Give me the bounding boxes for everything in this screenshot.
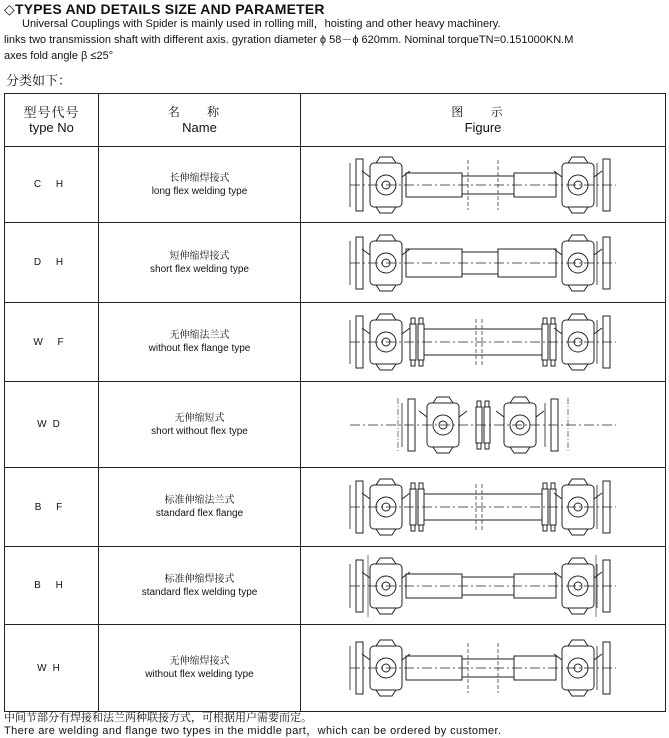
table-row bbox=[5, 147, 666, 223]
coupling-figure bbox=[301, 382, 666, 468]
coupling-figure bbox=[301, 223, 666, 303]
intro-line-1: Universal Couplings with Spider is mainly used in rolling mill，hoisting and other heavy machinery. bbox=[22, 18, 501, 30]
type-name: 短伸缩焊接式 short flex welding type bbox=[99, 223, 301, 303]
coupling-drawing-bf bbox=[348, 474, 618, 540]
type-code: D H bbox=[5, 223, 99, 303]
coupling-drawing-wf bbox=[348, 309, 618, 375]
coupling-figure bbox=[301, 625, 666, 712]
table-row bbox=[5, 223, 666, 303]
type-name: 无伸缩焊接式 without flex welding type bbox=[99, 625, 301, 712]
coupling-drawing-ch bbox=[348, 152, 618, 218]
type-name: 长伸缩焊接式 long flex welding type bbox=[99, 147, 301, 223]
table-row bbox=[5, 547, 666, 625]
type-name: 标准伸缩法兰式 standard flex flange bbox=[99, 468, 301, 547]
coupling-drawing-wh bbox=[348, 635, 618, 701]
type-code: B H bbox=[5, 547, 99, 625]
type-name: 无伸缩法兰式 without flex flange type bbox=[99, 303, 301, 382]
intro-line-3: axes fold angle β ≤25° bbox=[4, 50, 114, 62]
table-row bbox=[5, 468, 666, 547]
intro-line-2: links two transmission shaft with different axis. gyration diameter ϕ 58－ϕ 620mm. Nominal torqueTN=0.151000KN.M bbox=[4, 34, 574, 46]
type-name: 无伸缩短式 short without flex type bbox=[99, 382, 301, 468]
footnote-english: There are welding and flange two types in the middle part，which can be ordered by customer. bbox=[4, 725, 502, 737]
coupling-figure bbox=[301, 147, 666, 223]
coupling-drawing-dh bbox=[348, 230, 618, 296]
type-code: WH bbox=[5, 625, 99, 712]
coupling-drawing-bh bbox=[348, 553, 618, 619]
name-column-header: 名 称 Name bbox=[99, 94, 301, 147]
type-code: B F bbox=[5, 468, 99, 547]
classification-label: 分类如下： bbox=[6, 73, 72, 88]
coupling-figure bbox=[301, 468, 666, 547]
table-row bbox=[5, 625, 666, 712]
table-row bbox=[5, 303, 666, 382]
table-header-row bbox=[5, 94, 666, 147]
coupling-types-table bbox=[4, 93, 666, 712]
type-name: 标准伸缩焊接式 standard flex welding type bbox=[99, 547, 301, 625]
figure-column-header: 图 示 Figure bbox=[301, 94, 666, 147]
type-code: C H bbox=[5, 147, 99, 223]
type-code: WD bbox=[5, 382, 99, 468]
page-title: ◇TYPES AND DETAILS SIZE AND PARAMETER bbox=[4, 1, 325, 17]
type-code: W F bbox=[5, 303, 99, 382]
footnote-chinese: 中间节部分有焊接和法兰两种联接方式，可根据用户需要而定。 bbox=[4, 712, 312, 724]
coupling-drawing-wd bbox=[348, 392, 618, 458]
coupling-figure bbox=[301, 303, 666, 382]
table-row bbox=[5, 382, 666, 468]
type-column-header: 型号代号 type No bbox=[5, 94, 99, 147]
coupling-figure bbox=[301, 547, 666, 625]
